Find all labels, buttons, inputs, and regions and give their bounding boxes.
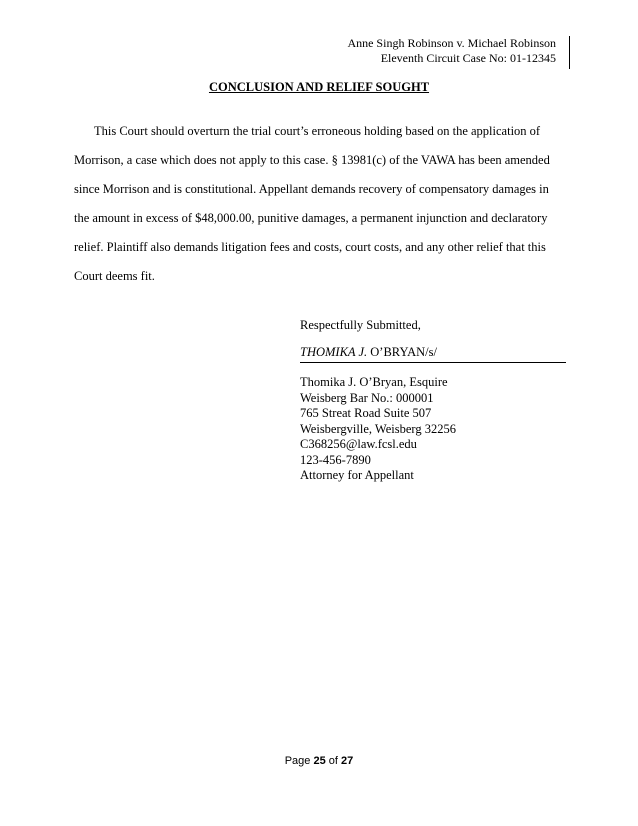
page-footer <box>0 755 638 767</box>
section-heading: CONCLUSION AND RELIEF SOUGHT <box>208 80 430 94</box>
bar-number: Weisberg Bar No.: 000001 <box>300 390 434 405</box>
attorney-name: Thomika J. O’Bryan, Esquire <box>300 375 448 389</box>
current-page: 25 <box>313 755 326 767</box>
signature <box>300 345 437 360</box>
closing-text: Respectfully Submitted, <box>300 318 421 332</box>
signature-name-rest: O’BRYAN/s/ <box>367 345 437 359</box>
case-header <box>347 36 562 66</box>
paragraph-line: the amount in excess of $48,000.00, punitive damages, a permanent injunction and declaratory <box>74 211 548 225</box>
city-state-zip: Weisbergville, Weisberg 32256 <box>300 421 456 436</box>
paragraph-line: Court deems fit. <box>74 269 155 283</box>
phone: 123-456-7890 <box>300 452 371 467</box>
of-word: of <box>328 755 338 767</box>
paragraph-line: since Morrison and is constitutional. Appellant demands recovery of compensatory damages in <box>74 182 549 196</box>
paragraph-line: Morrison, a case which does not apply to this case. § 13981(c) of the VAWA has been amended <box>74 153 550 167</box>
attorney-role: Attorney for Appellant <box>300 468 414 482</box>
conclusion-paragraph <box>74 117 552 291</box>
street-address: 765 Streat Road Suite 507 <box>300 406 432 420</box>
paragraph-line: This Court should overturn the trial court’s erroneous holding based on the application of <box>94 124 541 138</box>
case-number: Eleventh Circuit Case No: 01-12345 <box>380 51 556 65</box>
attorney-block <box>300 375 456 484</box>
header-rule <box>569 36 570 69</box>
total-pages: 27 <box>341 755 354 767</box>
case-title: Anne Singh Robinson v. Michael Robinson <box>347 36 556 50</box>
email: C368256@law.fcsl.edu <box>300 437 417 451</box>
signature-name-italic: THOMIKA J. <box>300 345 368 359</box>
page-word: Page <box>284 755 311 767</box>
signature-line <box>300 362 566 363</box>
paragraph-line: relief. Plaintiff also demands litigation fees and costs, court costs, and any other relief that this <box>74 240 546 254</box>
